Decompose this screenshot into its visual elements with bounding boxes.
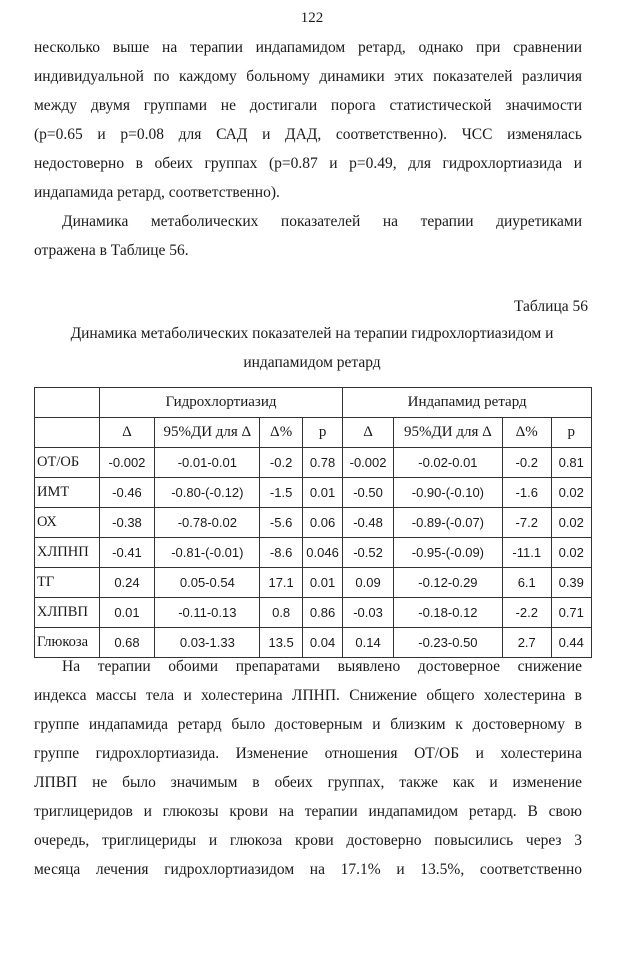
table-cell: 0.24 xyxy=(99,568,155,598)
table-cell: 0.046 xyxy=(302,538,342,568)
table-cell: -0.12-0.29 xyxy=(393,568,502,598)
text-line: несколько выше на терапии индапамидом ретард, однако при сравнении xyxy=(34,39,582,56)
row-label: Глюкоза xyxy=(35,628,100,658)
table-cell: -0.002 xyxy=(99,448,155,478)
table-caption-line-2: индапамидом ретард xyxy=(243,354,381,371)
table-cell: -8.6 xyxy=(260,538,302,568)
table-cell: -2.2 xyxy=(502,598,551,628)
table-cell: 2.7 xyxy=(502,628,551,658)
table-cell: -0.80-(-0.12) xyxy=(155,478,260,508)
table-number: Таблица 56 xyxy=(513,298,588,315)
paragraph-3 xyxy=(34,652,582,884)
table-cell: 0.78 xyxy=(302,448,342,478)
table-cell: -0.02-0.01 xyxy=(393,448,502,478)
text-line: группе индапамида ретард было достоверным и близким к достоверному в xyxy=(34,716,582,733)
group-header-hydrochlorothiazide: Гидрохлортиазид xyxy=(99,388,343,418)
table-cell: 13.5 xyxy=(260,628,302,658)
paragraph-1 xyxy=(34,33,582,207)
text-line: группе гидрохлортиазида. Изменение отношения ОТ/ОБ и холестерина xyxy=(34,745,582,762)
table-cell: -0.03 xyxy=(343,598,394,628)
table-cell: 0.05-0.54 xyxy=(155,568,260,598)
table-cell: -0.01-0.01 xyxy=(155,448,260,478)
table-row xyxy=(35,538,592,568)
table-cell: -7.2 xyxy=(502,508,551,538)
table-corner-cell xyxy=(35,418,100,448)
table-header-row xyxy=(35,388,592,418)
table-cell: -0.46 xyxy=(99,478,155,508)
text-line: отражена в Таблице 56. xyxy=(34,242,189,259)
metabolic-table xyxy=(34,387,592,658)
text-line: очередь, триглицериды и глюкоза крови достоверно повысились через 3 xyxy=(34,832,582,849)
text-line: ЛПВП не было значимым в обеих группах, также как и изменение xyxy=(34,774,582,791)
subheader-cell: Δ% xyxy=(502,418,551,448)
group-header-indapamide: Индапамид ретард xyxy=(343,388,592,418)
table-cell: -0.18-0.12 xyxy=(393,598,502,628)
paragraph-2 xyxy=(34,207,582,265)
table-subheader-row xyxy=(35,418,592,448)
table-cell: -0.89-(-0.07) xyxy=(393,508,502,538)
table-cell: 0.04 xyxy=(302,628,342,658)
table-row xyxy=(35,508,592,538)
row-label: ХЛПНП xyxy=(35,538,100,568)
table-cell: -0.2 xyxy=(502,448,551,478)
table-cell: 17.1 xyxy=(260,568,302,598)
text-line: триглицеридов и глюкозы крови на терапии индапамидом ретард. В свою xyxy=(34,803,582,820)
row-label: ИМТ xyxy=(35,478,100,508)
text-line: индивидуальной по каждому больному динамики этих показателей различия xyxy=(34,68,582,85)
text-line: недостоверно в обеих группах (p=0.87 и p=0.49, для гидрохлортиазида и xyxy=(34,155,582,172)
row-label: ХЛПВП xyxy=(35,598,100,628)
row-label: ОХ xyxy=(35,508,100,538)
table-cell: 0.81 xyxy=(551,448,592,478)
text-line: между двумя группами не достигали порога статистической значимости xyxy=(34,97,582,114)
text-line: индекса массы тела и холестерина ЛПНП. Снижение общего холестерина в xyxy=(34,687,582,704)
text-line: На терапии обоими препаратами выявлено достоверное снижение xyxy=(62,658,582,675)
table-cell: 0.02 xyxy=(551,478,592,508)
page-number: 122 xyxy=(300,10,324,26)
table-row xyxy=(35,478,592,508)
table-cell: 0.01 xyxy=(302,478,342,508)
table-cell: -0.81-(-0.01) xyxy=(155,538,260,568)
table-corner-cell xyxy=(35,388,100,418)
table-cell: -0.41 xyxy=(99,538,155,568)
table-row xyxy=(35,448,592,478)
table-cell: 0.06 xyxy=(302,508,342,538)
table-cell: -0.95-(-0.09) xyxy=(393,538,502,568)
table-cell: -0.002 xyxy=(343,448,394,478)
subheader-cell: p xyxy=(302,418,342,448)
text-line: (p=0.65 и p=0.08 для САД и ДАД, соответственно). ЧСС изменялась xyxy=(34,126,582,143)
subheader-cell: 95%ДИ для Δ xyxy=(155,418,260,448)
table-cell: -11.1 xyxy=(502,538,551,568)
table-cell: -0.90-(-0.10) xyxy=(393,478,502,508)
table-cell: 0.68 xyxy=(99,628,155,658)
subheader-cell: p xyxy=(551,418,592,448)
table-cell: 0.01 xyxy=(99,598,155,628)
text-line: месяца лечения гидрохлортиазидом на 17.1% и 13.5%, соответственно xyxy=(34,861,582,878)
table-cell: 0.71 xyxy=(551,598,592,628)
table-cell: -0.11-0.13 xyxy=(155,598,260,628)
table-cell: 6.1 xyxy=(502,568,551,598)
row-label: ОТ/ОБ xyxy=(35,448,100,478)
table-cell: -1.5 xyxy=(260,478,302,508)
subheader-cell: Δ xyxy=(343,418,394,448)
table-cell: 0.03-1.33 xyxy=(155,628,260,658)
table-cell: 0.09 xyxy=(343,568,394,598)
table-caption-line-1: Динамика метаболических показателей на терапии гидрохлортиазидом и xyxy=(70,325,554,342)
table-cell: 0.14 xyxy=(343,628,394,658)
table-cell: 0.44 xyxy=(551,628,592,658)
subheader-cell: Δ xyxy=(99,418,155,448)
table-cell: -0.23-0.50 xyxy=(393,628,502,658)
table-cell: -0.52 xyxy=(343,538,394,568)
table-body xyxy=(35,448,592,658)
subheader-cell: 95%ДИ для Δ xyxy=(393,418,502,448)
table-cell: -0.78-0.02 xyxy=(155,508,260,538)
text-line: индапамида ретард, соответственно). xyxy=(34,184,280,201)
table-row xyxy=(35,568,592,598)
table-cell: -5.6 xyxy=(260,508,302,538)
table-cell: -0.48 xyxy=(343,508,394,538)
table-row xyxy=(35,598,592,628)
table-cell: 0.39 xyxy=(551,568,592,598)
table-cell: 0.02 xyxy=(551,508,592,538)
table-cell: 0.8 xyxy=(260,598,302,628)
table-cell: -1.6 xyxy=(502,478,551,508)
table-cell: -0.50 xyxy=(343,478,394,508)
table-cell: 0.86 xyxy=(302,598,342,628)
subheader-cell: Δ% xyxy=(260,418,302,448)
table-cell: 0.01 xyxy=(302,568,342,598)
table-cell: -0.38 xyxy=(99,508,155,538)
row-label: ТГ xyxy=(35,568,100,598)
table-cell: 0.02 xyxy=(551,538,592,568)
text-line: Динамика метаболических показателей на терапии диуретиками xyxy=(62,213,582,230)
table-cell: -0.2 xyxy=(260,448,302,478)
